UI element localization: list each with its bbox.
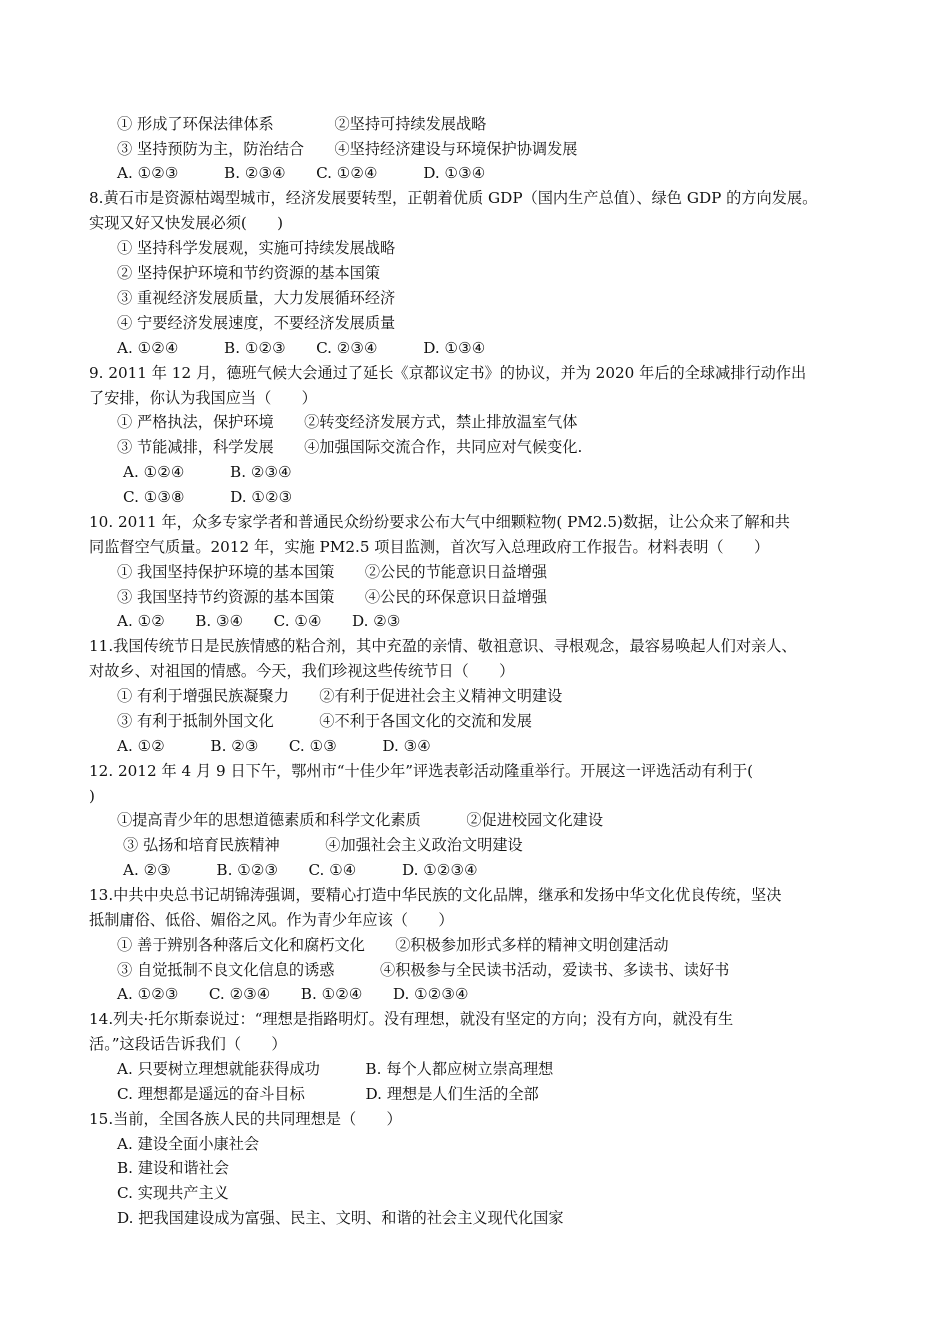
q8-option-4: ④ 宁要经济发展速度，不要经济发展质量 [117, 314, 396, 332]
q15-option-d: D. 把我国建设成为富强、民主、文明、和谐的社会主义现代化国家 [117, 1209, 564, 1227]
q10-option-row-2: ③ 我国坚持节约资源的基本国策 ④公民的环保意识日益增强 [117, 588, 548, 606]
q10-answers: A. ①② B. ③④ C. ①④ D. ②③ [117, 612, 401, 630]
q7-option-row-1: ① 形成了环保法律体系 ②坚持可持续发展战略 [117, 115, 487, 133]
q14-option-row-2: C. 理想都是遥远的奋斗目标 D. 理想是人们生活的全部 [117, 1085, 539, 1103]
q9-answers-1: A. ①②④ B. ②③④ [123, 463, 292, 481]
q11-option-row-2: ③ 有利于抵制外国文化 ④不利于各国文化的交流和发展 [117, 712, 532, 730]
q8-answers: A. ①②④ B. ①②③ C. ②③④ D. ①③④ [117, 339, 486, 357]
q9-option-row-1: ① 严格执法，保护环境 ②转变经济发展方式，禁止排放温室气体 [117, 413, 578, 431]
q12-stem-1: 12. 2012 年 4 月 9 日下午，鄂州市“十佳少年”评选表彰活动隆重举行。开展这一评选活动有利于( [89, 762, 754, 780]
q13-answers: A. ①②③ C. ②③④ B. ①②④ D. ①②③④ [117, 985, 469, 1003]
q9-stem-1: 9. 2011 年 12 月，德班气候大会通过了延长《京都议定书》的协议，并为 2020 年后的全球减排行动作出 [89, 364, 807, 382]
q14-stem-1: 14.列夫·托尔斯泰说过：“理想是指路明灯。没有理想，就没有坚定的方向；没有方向，就没有生 [89, 1010, 734, 1028]
q7-option-row-2: ③ 坚持预防为主，防治结合 ④坚持经济建设与环境保护协调发展 [117, 140, 578, 158]
q11-stem-1: 11.我国传统节日是民族情感的粘合剂，其中充盈的亲情、敬祖意识、寻根观念，最容易唤起人们对亲人、 [89, 637, 797, 655]
q12-option-row-2: ③ 弘扬和培育民族精神 ④加强社会主义政治文明建设 [123, 836, 523, 854]
q13-stem-1: 13.中共中央总书记胡锦涛强调，要精心打造中华民族的文化品牌，继承和发扬中华文化优良传统，坚决 [89, 886, 782, 904]
q15-option-b: B. 建设和谐社会 [117, 1159, 229, 1177]
q14-option-row-1: A. 只要树立理想就能获得成功 B. 每个人都应树立崇高理想 [117, 1060, 554, 1078]
q9-option-row-2: ③ 节能减排，科学发展 ④加强国际交流合作，共同应对气候变化. [117, 438, 583, 456]
q15-option-c: C. 实现共产主义 [117, 1184, 229, 1202]
q11-stem-2: 对故乡、对祖国的情感。今天，我们珍视这些传统节日（ ） [89, 662, 515, 680]
q13-option-row-2: ③ 自觉抵制不良文化信息的诱惑 ④积极参与全民读书活动，爱读书、多读书、读好书 [117, 961, 730, 979]
q15-option-a: A. 建设全面小康社会 [117, 1135, 260, 1153]
q9-stem-2: 了安排，你认为我国应当（ ） [89, 389, 317, 407]
q13-stem-2: 抵制庸俗、低俗、媚俗之风。作为青少年应该（ ） [89, 911, 454, 929]
q12-stem-2: ) [89, 787, 95, 805]
q10-option-row-1: ① 我国坚持保护环境的基本国策 ②公民的节能意识日益增强 [117, 563, 548, 581]
q14-stem-2: 活。”这段话告诉我们（ ） [89, 1035, 287, 1053]
q9-answers-2: C. ①③⑧ D. ①②③ [123, 488, 293, 506]
q15-stem: 15.当前，全国各族人民的共同理想是（ ） [89, 1110, 402, 1128]
q8-option-2: ② 坚持保护环境和节约资源的基本国策 [117, 264, 381, 282]
q10-stem-2: 同监督空气质量。2012 年，实施 PM2.5 项目监测，首次写入总理政府工作报告。材料表明（ ） [89, 538, 770, 556]
q11-answers: A. ①② B. ②③ C. ①③ D. ③④ [117, 737, 431, 755]
q11-option-row-1: ① 有利于增强民族凝聚力 ②有利于促进社会主义精神文明建设 [117, 687, 563, 705]
q7-answers: A. ①②③ B. ②③④ C. ①②④ D. ①③④ [117, 164, 486, 182]
q12-option-row-1: ①提高青少年的思想道德素质和科学文化素质 ②促进校园文化建设 [117, 811, 603, 829]
q10-stem-1: 10. 2011 年，众多专家学者和普通民众纷纷要求公布大气中细颗粒物( PM2.5)数据，让公众来了解和共 [89, 513, 790, 531]
q8-stem-1: 8.黄石市是资源枯竭型城市，经济发展要转型，正朝着优质 GDP（国内生产总值）、绿色 GDP 的方向发展。 [89, 189, 818, 207]
q12-answers: A. ②③ B. ①②③ C. ①④ D. ①②③④ [123, 861, 478, 879]
q13-option-row-1: ① 善于辨别各种落后文化和腐朽文化 ②积极参加形式多样的精神文明创建活动 [117, 936, 669, 954]
q8-stem-2: 实现又好又快发展必须( ) [89, 214, 284, 232]
q8-option-3: ③ 重视经济发展质量，大力发展循环经济 [117, 289, 396, 307]
q8-option-1: ① 坚持科学发展观，实施可持续发展战略 [117, 239, 396, 257]
